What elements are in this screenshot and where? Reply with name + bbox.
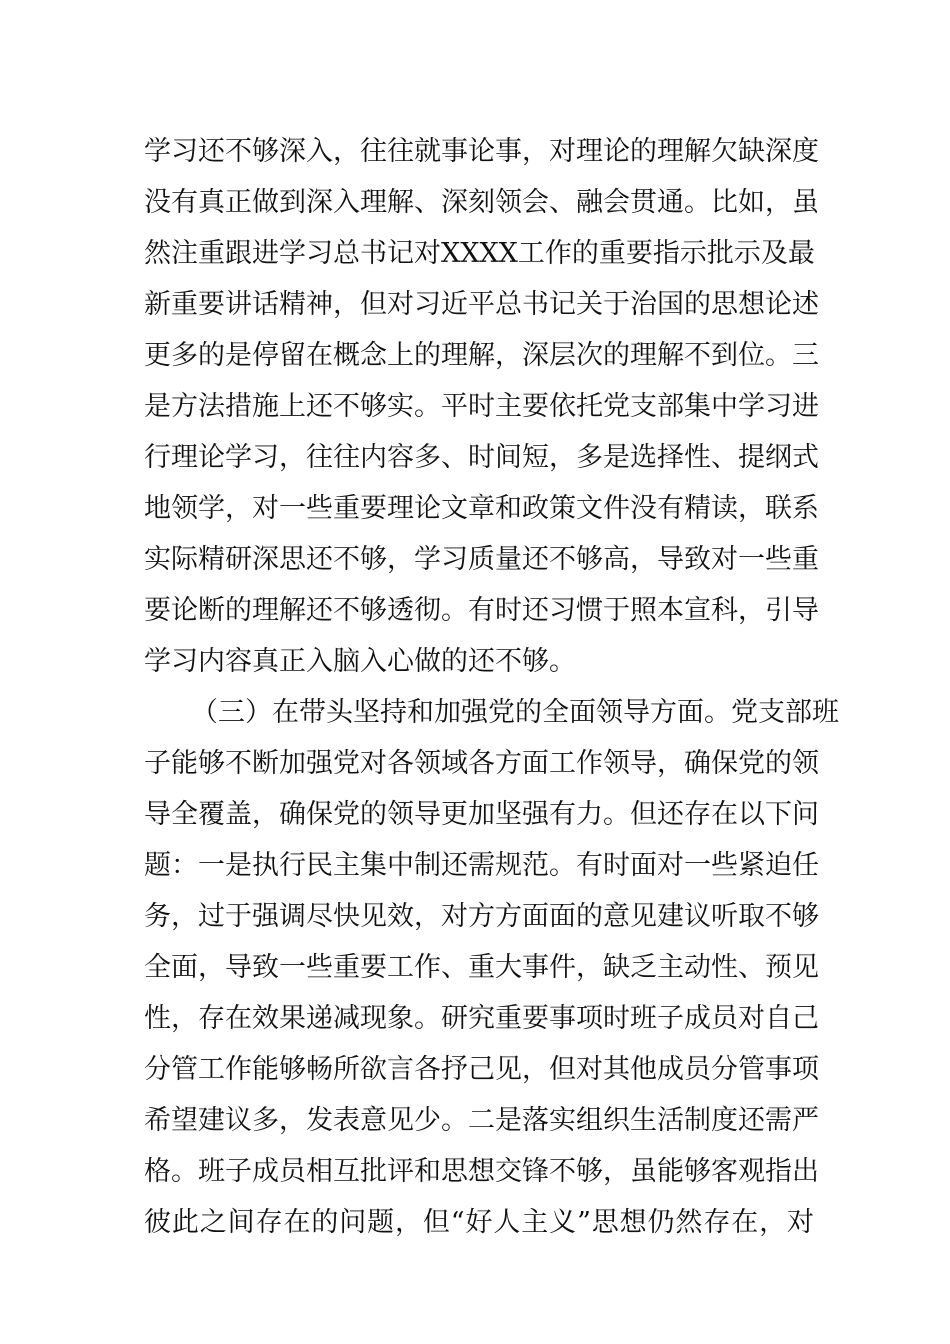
text-line: 更多的是停留在概念上的理解，深层次的理解不到位。三 [144,340,819,371]
text-line: 务，过于强调尽快见效，对方方面面的意见建议听取不够 [144,901,819,932]
text-line: 实际精研深思还不够，学习质量还不够高，导致对一些重 [144,544,819,575]
text-line: 没有真正做到深入理解、深刻领会、融会贯通。比如，虽 [144,187,819,218]
text-line: 新重要讲话精神，但对习近平总书记关于治国的思想论述 [144,289,819,320]
text-line: 性，存在效果递减现象。研究重要事项时班子成员对自己 [144,1003,819,1034]
text-line: 分管工作能够畅所欲言各抒己见，但对其他成员分管事项 [144,1054,819,1085]
text-line: 行理论学习，往往内容多、时间短，多是选择性、提纲式 [144,442,819,473]
paragraph-2 [144,687,839,1248]
text-line: 学习还不够深入，往往就事论事，对理论的理解欠缺深度 [144,136,819,167]
text-line: 希望建议多，发表意见少。二是落实组织生活制度还需严 [144,1105,819,1136]
text-line: 然注重跟进学习总书记对XXXX工作的重要指示批示及最 [144,238,815,269]
text-line: 全面，导致一些重要工作、重大事件，缺乏主动性、预见 [144,952,819,983]
text-line: 格。班子成员相互批评和思想交锋不够，虽能够客观指出 [144,1156,819,1187]
paragraph-1 [144,126,819,687]
text-line: 地领学，对一些重要理论文章和政策文件没有精读，联系 [144,493,819,524]
text-line: （三）在带头坚持和加强党的全面领导方面。党支部班 [191,697,839,728]
text-line: 子能够不断加强党对各领域各方面工作领导，确保党的领 [144,748,819,779]
text-line: 导全覆盖，确保党的领导更加坚强有力。但还存在以下问 [144,799,819,830]
text-line: 要论断的理解还不够透彻。有时还习惯于照本宣科，引导 [144,595,819,626]
text-line: 是方法措施上还不够实。平时主要依托党支部集中学习进 [144,391,819,422]
document-body [144,126,839,1248]
text-line: 题：一是执行民主集中制还需规范。有时面对一些紧迫任 [144,850,819,881]
text-line: 学习内容真正入脑入心做的还不够。 [144,646,576,677]
text-line: 彼此之间存在的问题，但“好人主义”思想仍然存在，对 [144,1207,814,1238]
